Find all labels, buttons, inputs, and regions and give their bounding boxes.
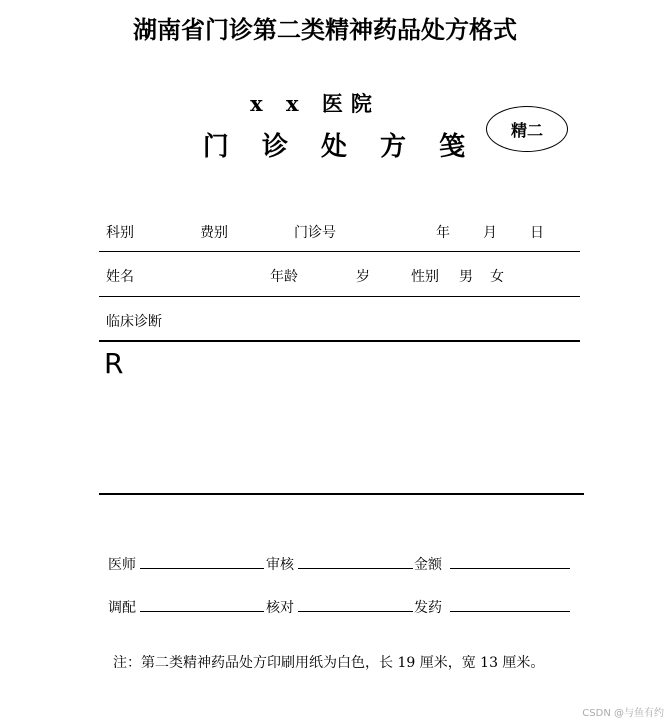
- review-label: 审核: [266, 557, 294, 573]
- watermark: CSDN @与鱼有约: [582, 708, 664, 719]
- page-title: 湖南省门诊第二类精神药品处方格式: [133, 16, 517, 44]
- section-divider: [99, 493, 584, 495]
- review-signature-line: [298, 568, 413, 569]
- dept-label: 科别: [106, 225, 134, 241]
- fee-label: 费别: [200, 225, 228, 241]
- doctor-label: 医师: [108, 557, 136, 573]
- row-divider: [99, 251, 580, 252]
- check-signature-line: [298, 611, 413, 612]
- day-label: 日: [530, 225, 544, 241]
- deliver-signature-line: [450, 611, 570, 612]
- name-label: 姓名: [106, 269, 134, 285]
- row-divider: [99, 296, 580, 297]
- hospital-name: x x 医院: [250, 91, 380, 116]
- amount-label: 金额: [414, 557, 442, 573]
- gender-label: 性别: [411, 269, 439, 285]
- month-label: 月: [483, 225, 497, 241]
- age-unit-label: 岁: [356, 269, 370, 285]
- gender-male-option: 男: [459, 269, 473, 285]
- amount-line: [450, 568, 570, 569]
- dispense-label: 调配: [108, 600, 136, 616]
- doctor-signature-line: [140, 568, 264, 569]
- year-label: 年: [436, 225, 450, 241]
- clinic-no-label: 门诊号: [294, 225, 336, 241]
- category-badge: 精二: [486, 106, 568, 152]
- dispense-signature-line: [140, 611, 264, 612]
- footnote: 注：第二类精神药品处方印刷用纸为白色，长 19 厘米，宽 13 厘米。: [113, 655, 545, 671]
- section-divider: [99, 340, 580, 342]
- prescription-subtitle: 门 诊 处 方 笺: [202, 132, 478, 162]
- deliver-label: 发药: [414, 600, 442, 616]
- check-label: 核对: [266, 600, 294, 616]
- rx-symbol: R: [104, 347, 124, 380]
- age-label: 年龄: [270, 269, 298, 285]
- gender-female-option: 女: [490, 269, 504, 285]
- diagnosis-label: 临床诊断: [106, 314, 162, 330]
